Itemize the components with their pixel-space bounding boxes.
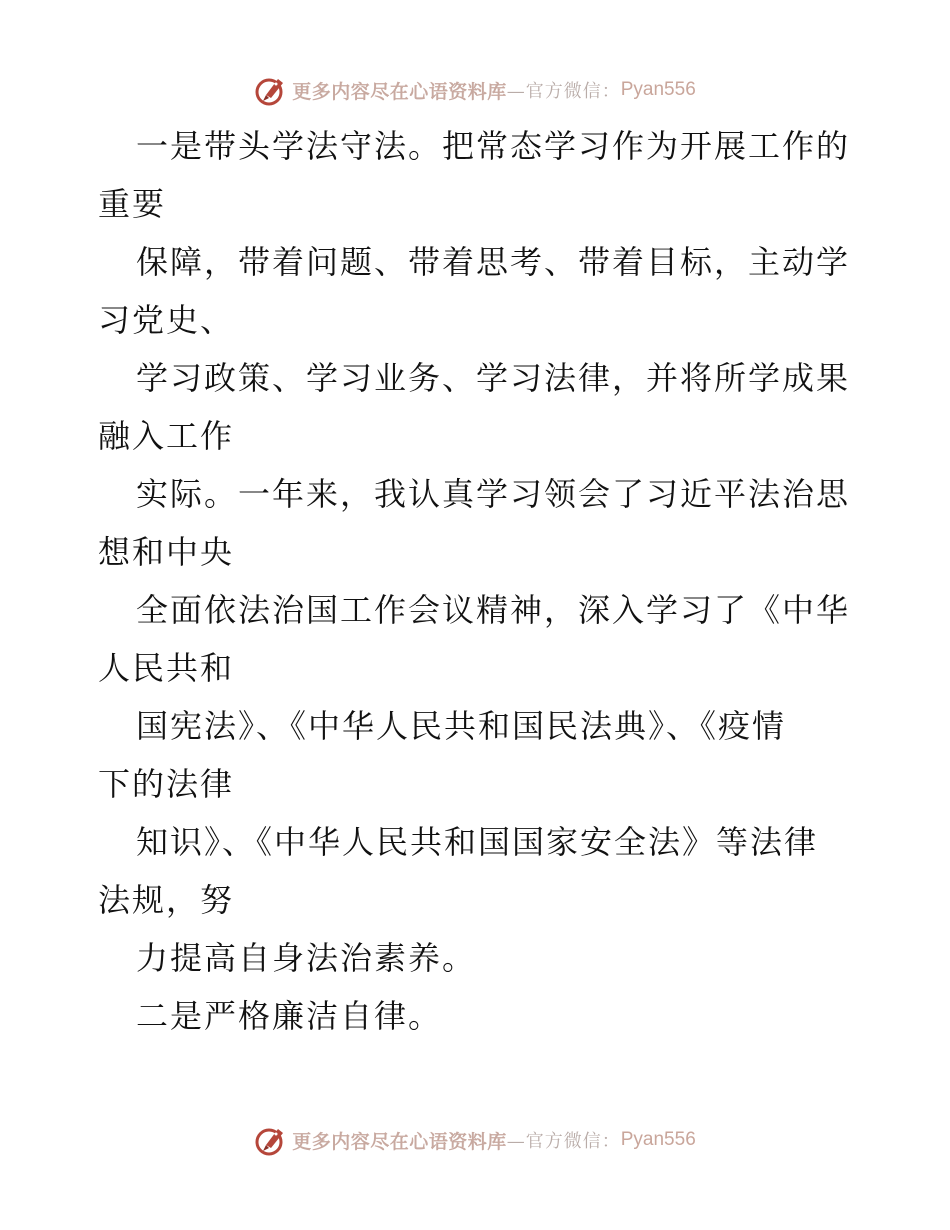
paragraph-line: 学习政策、学习业务、学习法律，并将所学成果 xyxy=(136,359,851,397)
header-brand-text: 更多内容尽在心语资料库 xyxy=(292,80,507,103)
page-footer-watermark xyxy=(0,1120,950,1160)
pen-nib-logo-icon xyxy=(254,1123,288,1157)
paragraph-line: 全面依法治国工作会议精神，深入学习了《中华 xyxy=(136,591,851,629)
paragraph-line: 力提高自身法治素养。 xyxy=(136,939,477,977)
footer-wechat-id: Pyan556 xyxy=(620,1129,696,1150)
paragraph-line: 实际。一年来，我认真学习领会了习近平法治思 xyxy=(136,475,851,513)
paragraph-line: 融入工作 xyxy=(98,417,235,455)
paragraph-line: 知识》、《中华人民共和国国家安全法》等法律 xyxy=(136,823,819,861)
footer-brand-text: 更多内容尽在心语资料库 xyxy=(292,1130,507,1153)
paragraph-line: 习党史、 xyxy=(98,301,235,339)
header-separator: —官方微信： xyxy=(506,81,621,102)
footer-separator: —官方微信： xyxy=(506,1131,621,1152)
paragraph-line: 保障，带着问题、带着思考、带着目标，主动学 xyxy=(136,243,851,281)
paragraph-line: 国宪法》、《中华人民共和国民法典》、《疫情 xyxy=(136,707,787,745)
paragraph-line: 二是严格廉洁自律。 xyxy=(136,997,443,1035)
paragraph-line: 重要 xyxy=(98,185,167,223)
paragraph-line: 人民共和 xyxy=(98,649,235,687)
pen-nib-logo-icon xyxy=(254,73,288,107)
paragraph-line: 想和中央 xyxy=(98,533,235,571)
paragraph-line: 法规，努 xyxy=(98,881,235,919)
document-body xyxy=(98,117,858,1045)
paragraph-line: 一是带头学法守法。把常态学习作为开展工作的 xyxy=(136,127,851,165)
header-wechat-id: Pyan556 xyxy=(620,79,696,100)
page-header-watermark xyxy=(0,70,950,110)
paragraph-line: 下的法律 xyxy=(98,765,235,803)
